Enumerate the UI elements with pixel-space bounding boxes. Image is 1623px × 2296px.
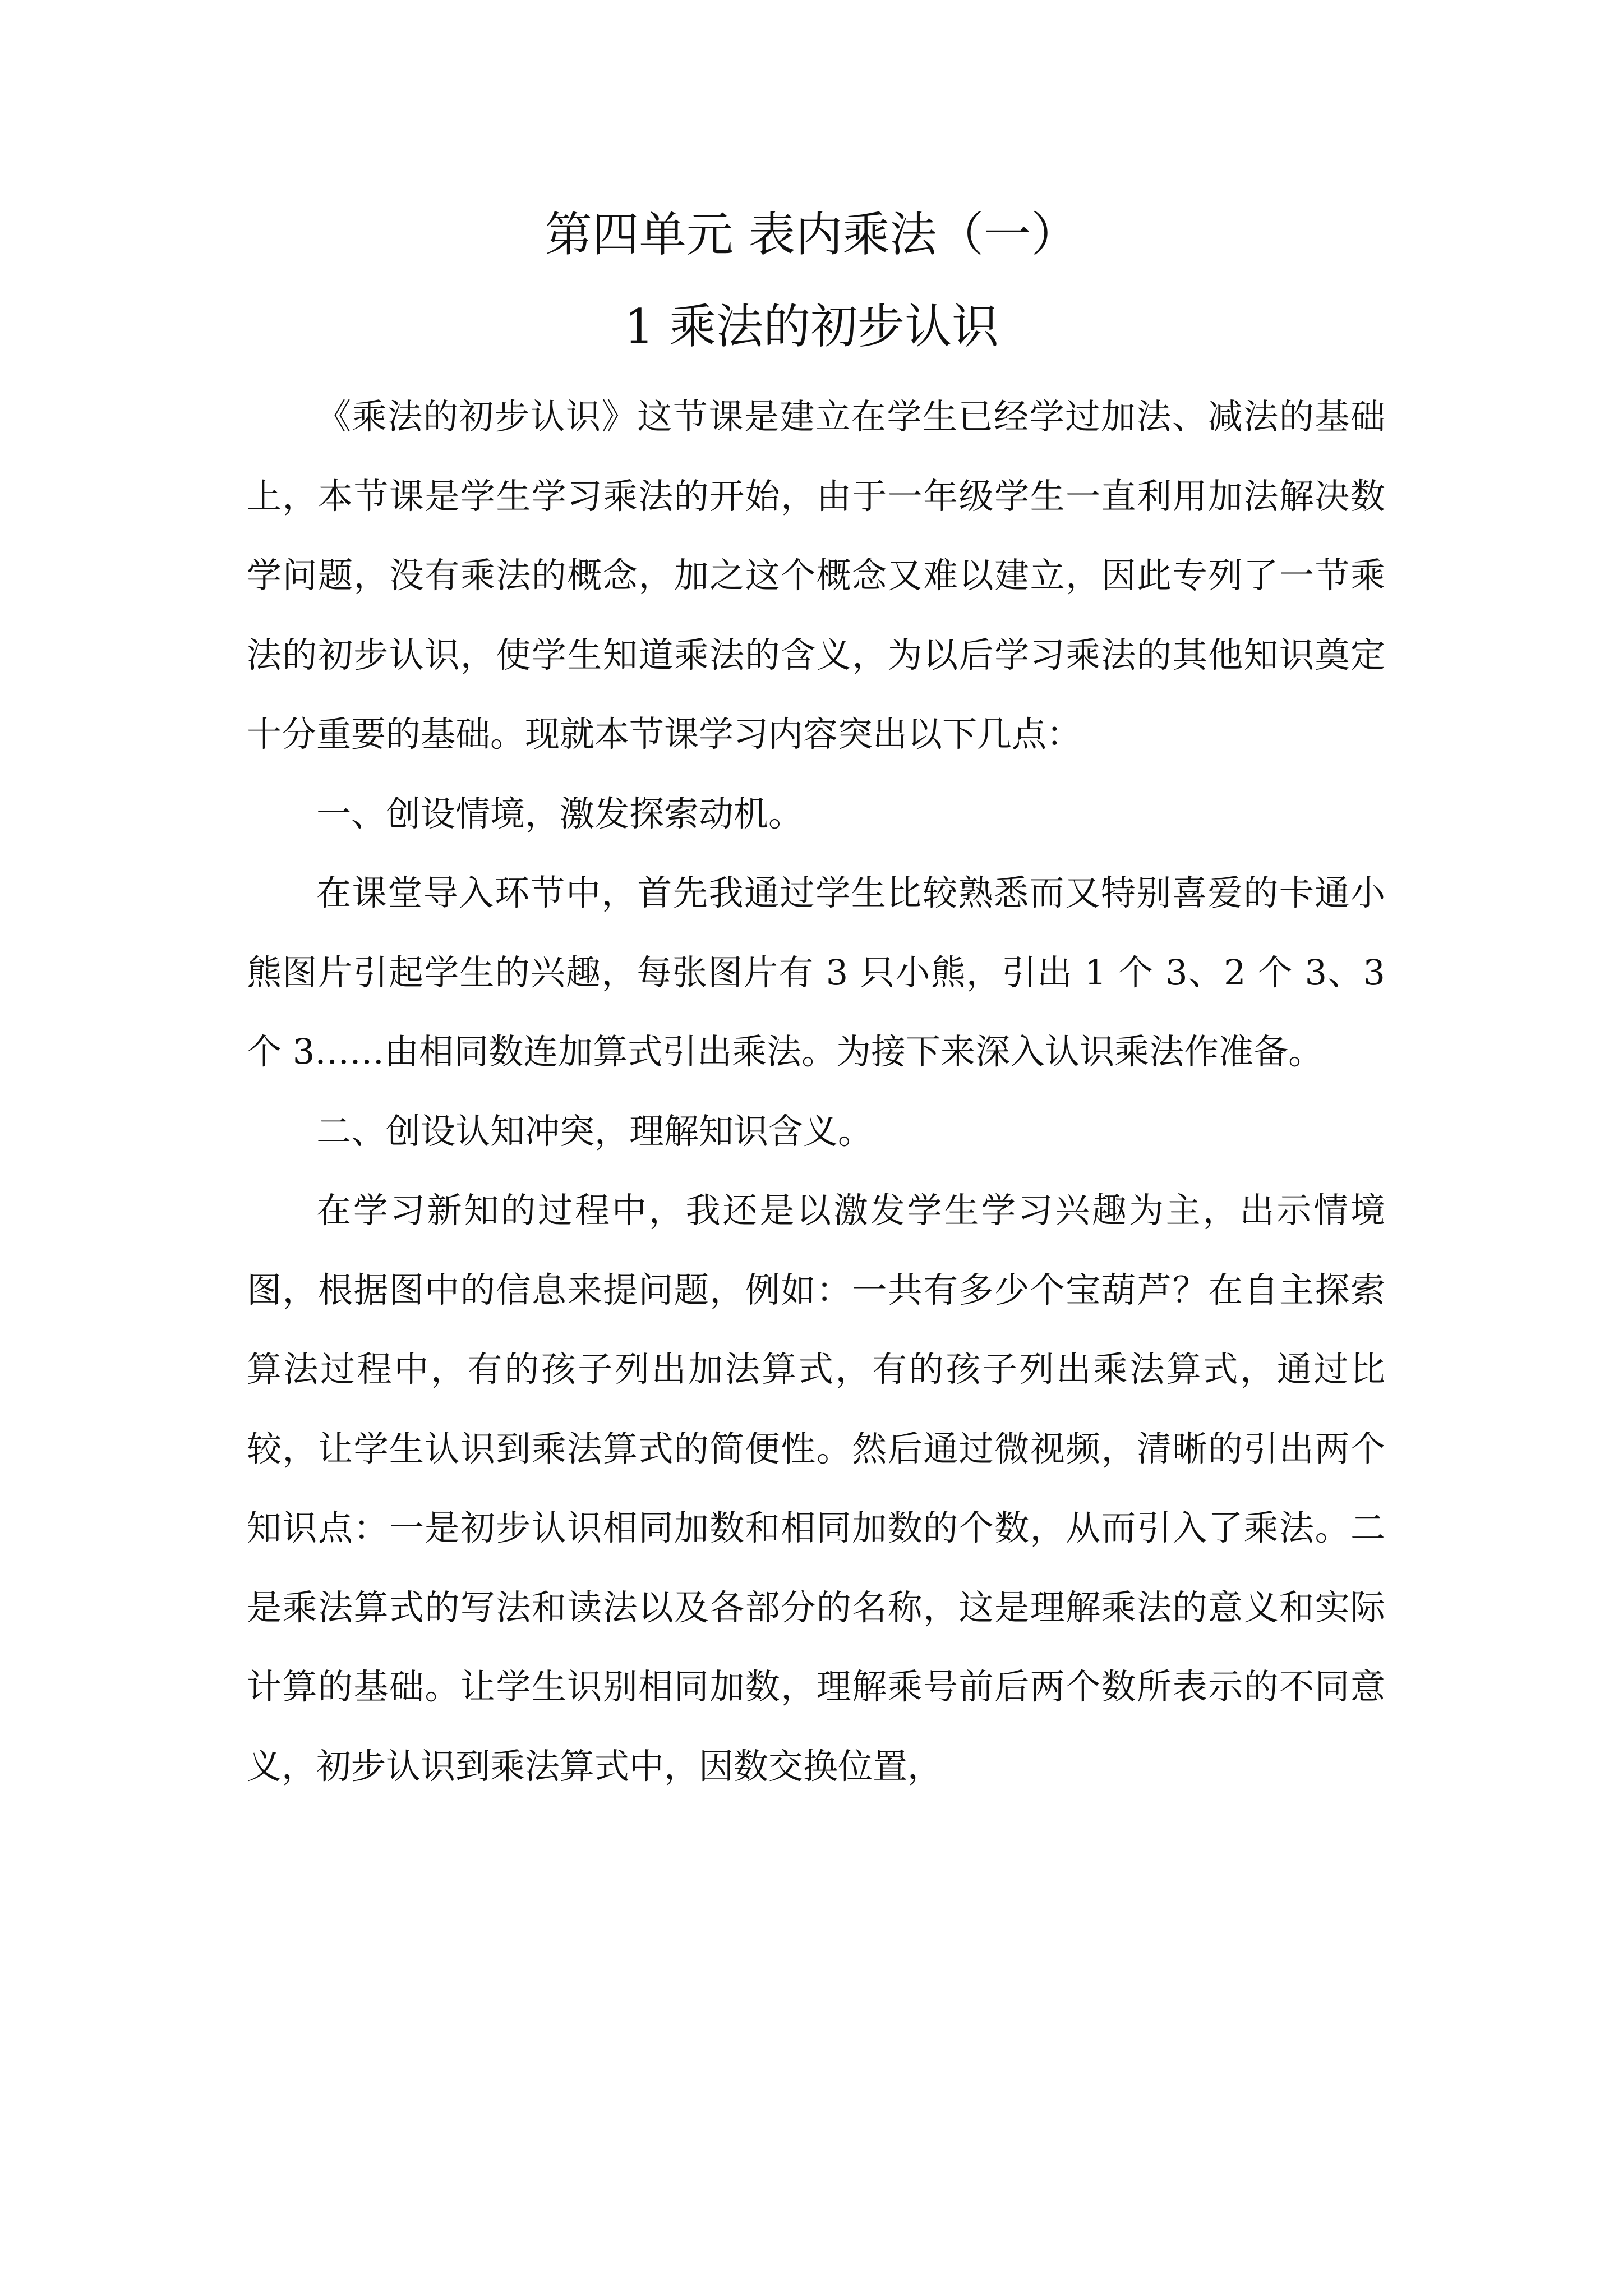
- paragraph-section-1: 在课堂导入环节中，首先我通过学生比较熟悉而又特别喜爱的卡通小熊图片引起学生的兴趣，每张图片有 3 只小熊，引出 1 个 3、2 个 3、3 个 3……由相同数连加算式引出乘法。为接下来深入认识乘法作准备。: [247, 872, 1385, 1072]
- section-heading-1: 一、创设情境，激发探索动机。: [316, 793, 804, 834]
- document-body: [247, 377, 1385, 1806]
- paragraph-intro: 《乘法的初步认识》这节课是建立在学生已经学过加法、减法的基础上，本节课是学生学习乘法的开始，由于一年级学生一直利用加法解决数学问题，没有乘法的概念，加之这个概念又难以建立，因此专列了一节乘法的初步认识，使学生知道乘法的含义，为以后学习乘法的其他知识奠定十分重要的基础。现就本节课学习内容突出以下几点：: [247, 396, 1385, 754]
- paragraph-section-2: 在学习新知的过程中，我还是以激发学生学习兴趣为主，出示情境图，根据图中的信息来提问题，例如：一共有多少个宝葫芦？在自主探索算法过程中，有的孩子列出加法算式，有的孩子列出乘法算式，通过比较，让学生认识到乘法算式的简便性。然后通过微视频，清晰的引出两个知识点：一是初步认识相同加数和相同加数的个数，从而引入了乘法。二是乘法算式的写法和读法以及各部分的名称，这是理解乘法的意义和实际计算的基础。让学生识别相同加数，理解乘号前后两个数所表示的不同意义，初步认识到乘法算式中，因数交换位置，: [247, 1190, 1385, 1787]
- lesson-title: 1 乘法的初步认识: [624, 299, 999, 354]
- document-title: 第四单元 表内乘法（一）: [545, 207, 1078, 262]
- section-heading-2: 二、创设认知冲突，理解知识含义。: [316, 1110, 873, 1152]
